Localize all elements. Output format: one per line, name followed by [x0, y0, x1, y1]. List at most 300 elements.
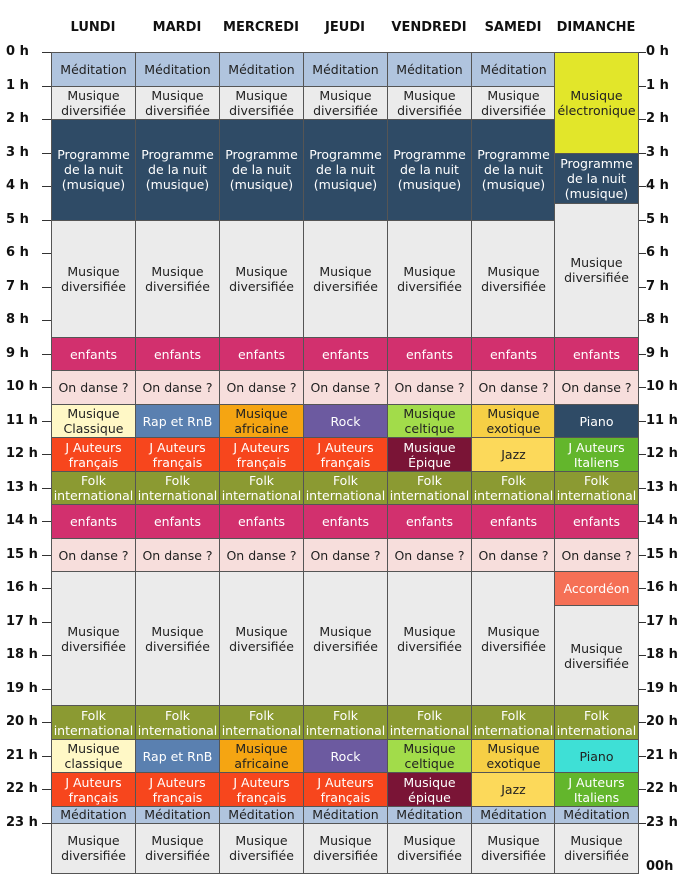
program-label: Folk international: [473, 473, 554, 503]
hour-tick-left: [42, 387, 51, 388]
program-label: enfants: [237, 514, 285, 529]
hour-label-right: 0 h: [646, 44, 669, 59]
program-label: On danse ?: [226, 547, 297, 563]
hour-tick-left: [42, 588, 51, 589]
day-header-vendredi: VENDREDI: [391, 20, 467, 35]
program-cell-folk[interactable]: [554, 705, 639, 740]
program-label: J Auteurs français: [317, 439, 374, 470]
program-cell-electronique[interactable]: [554, 52, 639, 154]
program-label: Folk international: [389, 473, 470, 503]
hour-label-right: 18 h: [646, 647, 678, 662]
hour-label-right: 7 h: [646, 278, 669, 294]
program-cell-diversifiee[interactable]: [303, 86, 388, 121]
program-cell-enfants[interactable]: [554, 504, 639, 539]
program-label: enfants: [572, 346, 620, 362]
program-label: Musique diversifiée: [481, 87, 546, 118]
program-label: On danse ?: [310, 380, 381, 395]
program-label: Programme de la nuit (musique): [309, 147, 382, 193]
program-cell-nuit[interactable]: [135, 119, 220, 221]
hour-tick-left: [42, 555, 51, 556]
hour-tick-left: [42, 488, 51, 489]
program-cell-auteurs[interactable]: [51, 772, 136, 807]
program-cell-exotique[interactable]: [471, 739, 556, 774]
program-cell-diversifiee[interactable]: [135, 220, 220, 338]
program-cell-piano_soir[interactable]: [554, 739, 639, 774]
hour-label-left: 8 h: [6, 312, 29, 327]
program-label: Rap et RnB: [142, 413, 213, 429]
program-cell-danse[interactable]: [387, 370, 472, 405]
program-label: J Auteurs français: [233, 774, 290, 805]
program-label: enfants: [405, 514, 453, 529]
program-label: Jazz: [501, 447, 526, 462]
program-cell-danse[interactable]: [554, 370, 639, 405]
hour-label-right: 2 h: [646, 111, 669, 126]
hour-label-right: 22 h: [646, 781, 678, 796]
program-label: Musique diversifiée: [397, 623, 462, 654]
program-label: enfants: [69, 346, 117, 362]
program-cell-diversifiee[interactable]: [219, 220, 304, 338]
hour-tick-left: [42, 421, 51, 422]
program-cell-diversifiee[interactable]: [303, 220, 388, 338]
program-cell-enfants[interactable]: [51, 504, 136, 539]
hour-label-left: 20 h: [6, 714, 38, 729]
program-cell-nuit[interactable]: [219, 119, 304, 221]
hour-tick-right: [638, 287, 646, 288]
hour-label-right: 23 h: [646, 814, 678, 830]
hour-tick-left: [42, 454, 51, 455]
program-label: Folk international: [221, 707, 302, 738]
hour-label-right: 20 h: [646, 714, 678, 729]
program-cell-auteurs[interactable]: [51, 437, 136, 472]
program-cell-diversifiee[interactable]: [471, 220, 556, 338]
hour-tick-right: [638, 253, 646, 254]
hour-label-left: 21 h: [6, 747, 38, 763]
day-header-samedi: SAMEDI: [484, 20, 542, 35]
program-label: Musique diversifiée: [481, 833, 546, 864]
hour-tick-right: [638, 689, 646, 690]
program-cell-folk[interactable]: [303, 471, 388, 506]
hour-label-left: 6 h: [6, 245, 29, 260]
hour-tick-right: [638, 488, 646, 489]
program-label: Musique africaine: [234, 406, 289, 436]
program-label: Méditation: [228, 807, 295, 823]
hour-label-left: 19 h: [6, 680, 38, 696]
program-label: On danse ?: [394, 380, 465, 395]
program-cell-enfants[interactable]: [471, 504, 556, 539]
program-label: Musique africaine: [234, 741, 289, 771]
hour-label-right: 3 h: [646, 144, 669, 160]
program-cell-piano[interactable]: [554, 404, 639, 439]
hour-tick-left: [42, 622, 51, 623]
program-cell-meditation[interactable]: [219, 52, 304, 87]
program-label: Méditation: [480, 61, 547, 77]
program-label: Musique épique: [403, 774, 456, 805]
program-cell-meditation[interactable]: [51, 52, 136, 87]
program-cell-diversifiee[interactable]: [51, 571, 136, 706]
program-label: Musique diversifiée: [313, 833, 378, 864]
program-cell-enfants[interactable]: [387, 337, 472, 372]
hour-label-left: 23 h: [6, 814, 38, 830]
day-header-mardi: MARDI: [152, 20, 202, 35]
program-cell-enfants[interactable]: [219, 337, 304, 372]
program-label: On danse ?: [310, 547, 381, 563]
program-cell-celtique[interactable]: [387, 404, 472, 439]
program-cell-diversifiee[interactable]: [554, 823, 639, 874]
program-label: Musique diversifiée: [313, 263, 378, 294]
program-label: Musique diversifiée: [61, 833, 126, 864]
program-cell-folk[interactable]: [387, 705, 472, 740]
program-cell-folk[interactable]: [219, 471, 304, 506]
hour-label-right: 21 h: [646, 747, 678, 763]
program-cell-enfants[interactable]: [303, 337, 388, 372]
hour-label-left: 17 h: [6, 613, 38, 629]
program-cell-meditation[interactable]: [51, 806, 136, 824]
program-cell-africaine[interactable]: [219, 404, 304, 439]
program-label: On danse ?: [478, 547, 549, 563]
program-cell-danse[interactable]: [303, 538, 388, 573]
program-cell-accordeon[interactable]: [554, 571, 639, 606]
program-label: Méditation: [563, 807, 630, 823]
program-cell-enfants[interactable]: [554, 337, 639, 372]
program-label: Folk international: [389, 707, 470, 738]
program-label: enfants: [489, 346, 537, 362]
program-cell-meditation[interactable]: [135, 806, 220, 824]
hour-label-left: 1 h: [6, 77, 29, 93]
program-cell-folk[interactable]: [387, 471, 472, 506]
hour-tick-right: [638, 789, 646, 790]
program-label: Rock: [330, 748, 361, 764]
program-cell-danse[interactable]: [471, 538, 556, 573]
program-label: Programme de la nuit (musique): [477, 147, 550, 193]
program-cell-diversifiee[interactable]: [554, 203, 639, 338]
program-label: J Auteurs français: [233, 439, 290, 470]
program-label: Accordéon: [563, 581, 630, 596]
program-cell-diversifiee[interactable]: [471, 571, 556, 706]
program-cell-danse[interactable]: [471, 370, 556, 405]
hour-label-left: 15 h: [6, 546, 38, 562]
program-cell-diversifiee[interactable]: [471, 823, 556, 874]
program-label: On danse ?: [142, 547, 213, 563]
program-label: Musique diversifiée: [397, 87, 462, 118]
program-label: Musique diversifiée: [564, 833, 629, 864]
program-label: Méditation: [60, 61, 127, 77]
hour-tick-left: [42, 789, 51, 790]
hour-tick-left: [42, 354, 51, 355]
program-cell-diversifiee[interactable]: [387, 220, 472, 338]
program-label: Méditation: [312, 61, 379, 77]
hour-label-right: 13 h: [646, 479, 678, 495]
program-label: Musique diversifiée: [564, 255, 629, 286]
program-label: enfants: [572, 514, 620, 529]
program-label: Programme de la nuit (musique): [393, 147, 466, 193]
program-cell-diversifiee[interactable]: [135, 86, 220, 121]
hour-label-right: 9 h: [646, 345, 669, 361]
hour-tick-right: [638, 454, 646, 455]
program-cell-folk[interactable]: [135, 705, 220, 740]
program-cell-danse[interactable]: [219, 538, 304, 573]
program-label: Folk international: [137, 707, 218, 738]
program-cell-diversifiee[interactable]: [51, 86, 136, 121]
program-label: J Auteurs français: [149, 439, 206, 470]
hour-tick-right: [638, 186, 646, 187]
hour-label-left: 4 h: [6, 178, 29, 193]
program-cell-nuit[interactable]: [51, 119, 136, 221]
program-cell-diversifiee[interactable]: [303, 823, 388, 874]
program-cell-meditation[interactable]: [303, 806, 388, 824]
program-cell-meditation[interactable]: [219, 806, 304, 824]
program-cell-meditation[interactable]: [387, 52, 472, 87]
program-cell-epique[interactable]: [387, 437, 472, 472]
program-cell-classique[interactable]: [51, 739, 136, 774]
program-label: Musique diversifiée: [229, 263, 294, 294]
program-label: Musique diversifiée: [61, 87, 126, 118]
program-label: Folk international: [221, 473, 302, 503]
program-cell-danse[interactable]: [135, 370, 220, 405]
program-label: Musique diversifiée: [229, 833, 294, 864]
program-cell-danse[interactable]: [554, 538, 639, 573]
program-label: Folk international: [53, 473, 134, 503]
program-cell-exotique[interactable]: [471, 404, 556, 439]
program-cell-meditation[interactable]: [471, 52, 556, 87]
hour-tick-right: [638, 387, 646, 388]
hour-label-left: 5 h: [6, 211, 29, 227]
program-cell-italiens[interactable]: [554, 772, 639, 807]
program-cell-auteurs[interactable]: [135, 772, 220, 807]
hour-label-left: 14 h: [6, 513, 38, 528]
day-header-mercredi: MERCREDI: [223, 20, 299, 35]
program-label: Musique diversifiée: [145, 833, 210, 864]
hour-label-left: 13 h: [6, 479, 38, 495]
program-cell-danse[interactable]: [51, 370, 136, 405]
program-label: Musique celtique: [403, 406, 456, 436]
hour-tick-left: [42, 153, 51, 154]
program-cell-diversifiee[interactable]: [135, 571, 220, 706]
program-cell-jazz[interactable]: [471, 772, 556, 807]
hour-label-right: 11 h: [646, 412, 678, 428]
hour-tick-right: [638, 119, 646, 120]
program-cell-meditation[interactable]: [135, 52, 220, 87]
program-label: On danse ?: [226, 380, 297, 395]
hour-tick-left: [42, 52, 51, 53]
program-cell-nuit[interactable]: [387, 119, 472, 221]
program-cell-auteurs[interactable]: [303, 772, 388, 807]
program-cell-africaine[interactable]: [219, 739, 304, 774]
program-label: Musique classique: [64, 741, 123, 771]
program-cell-nuit[interactable]: [554, 153, 639, 204]
hour-tick-right: [638, 555, 646, 556]
program-cell-meditation[interactable]: [387, 806, 472, 824]
program-cell-diversifiee[interactable]: [219, 823, 304, 874]
program-label: J Auteurs français: [317, 774, 374, 805]
hour-tick-left: [42, 119, 51, 120]
program-label: On danse ?: [58, 547, 129, 563]
hour-tick-left: [42, 86, 51, 87]
program-cell-danse[interactable]: [219, 370, 304, 405]
hour-tick-left: [42, 655, 51, 656]
program-label: enfants: [69, 514, 117, 529]
program-cell-folk[interactable]: [303, 705, 388, 740]
hour-label-left: 2 h: [6, 111, 29, 126]
program-label: Musique électronique: [557, 87, 636, 118]
program-cell-enfants[interactable]: [471, 337, 556, 372]
hour-tick-left: [42, 722, 51, 723]
program-label: On danse ?: [478, 380, 549, 395]
hour-label-left: 16 h: [6, 580, 38, 595]
program-cell-italiens[interactable]: [554, 437, 639, 472]
program-label: enfants: [321, 514, 369, 529]
hour-label-right: 16 h: [646, 580, 678, 595]
program-cell-danse[interactable]: [387, 538, 472, 573]
program-cell-diversifiee[interactable]: [219, 86, 304, 121]
program-label: enfants: [489, 514, 537, 529]
hour-label-left: 9 h: [6, 345, 29, 361]
hour-tick-right: [638, 320, 646, 321]
program-label: Musique exotique: [486, 741, 541, 771]
program-cell-enfants[interactable]: [135, 504, 220, 539]
day-header-lundi: LUNDI: [70, 20, 116, 35]
program-cell-danse[interactable]: [135, 538, 220, 573]
hour-label-left: 22 h: [6, 781, 38, 796]
program-label: Méditation: [144, 807, 211, 823]
day-header-dimanche: DIMANCHE: [556, 20, 636, 35]
program-label: enfants: [237, 346, 285, 362]
program-label: Méditation: [480, 807, 547, 823]
hour-label-left: 12 h: [6, 446, 38, 461]
program-cell-rnb[interactable]: [135, 739, 220, 774]
program-cell-diversifiee[interactable]: [51, 220, 136, 338]
program-cell-diversifiee[interactable]: [303, 571, 388, 706]
hour-label-right: 14 h: [646, 513, 678, 528]
program-cell-folk[interactable]: [471, 705, 556, 740]
hour-tick-right: [638, 153, 646, 154]
program-cell-auteurs[interactable]: [135, 437, 220, 472]
program-cell-epique[interactable]: [387, 772, 472, 807]
program-cell-diversifiee[interactable]: [471, 86, 556, 121]
program-label: Musique diversifiée: [313, 87, 378, 118]
program-label: Musique diversifiée: [145, 87, 210, 118]
hour-tick-right: [638, 588, 646, 589]
program-cell-folk[interactable]: [554, 471, 639, 506]
program-cell-enfants[interactable]: [303, 504, 388, 539]
program-label: On danse ?: [394, 547, 465, 563]
program-label: On danse ?: [58, 380, 129, 395]
program-cell-rock[interactable]: [303, 404, 388, 439]
program-cell-jazz[interactable]: [471, 437, 556, 472]
hour-tick-right: [638, 756, 646, 757]
hour-label-right: 17 h: [646, 613, 678, 629]
program-cell-danse[interactable]: [51, 538, 136, 573]
program-cell-diversifiee[interactable]: [387, 823, 472, 874]
program-cell-folk[interactable]: [135, 471, 220, 506]
hour-tick-left: [42, 220, 51, 221]
program-label: J Auteurs français: [149, 774, 206, 805]
program-cell-diversifiee[interactable]: [219, 571, 304, 706]
hour-label-right: 10 h: [646, 379, 678, 394]
program-label: Méditation: [312, 807, 379, 823]
program-cell-meditation[interactable]: [303, 52, 388, 87]
program-label: Méditation: [60, 807, 127, 823]
program-label: Musique diversifiée: [229, 623, 294, 654]
program-label: Piano: [579, 413, 614, 429]
program-cell-diversifiee[interactable]: [387, 571, 472, 706]
hour-label-right: 8 h: [646, 312, 669, 327]
program-label: Méditation: [396, 807, 463, 823]
hour-label-right: 15 h: [646, 546, 678, 562]
program-label: Méditation: [144, 61, 211, 77]
program-cell-danse[interactable]: [303, 370, 388, 405]
hour-label-left: 0 h: [6, 44, 29, 59]
program-label: Programme de la nuit (musique): [225, 147, 298, 193]
program-cell-meditation[interactable]: [554, 806, 639, 824]
program-label: enfants: [405, 346, 453, 362]
program-cell-nuit[interactable]: [471, 119, 556, 221]
hour-tick-left: [42, 521, 51, 522]
program-label: Musique Classique: [63, 406, 124, 436]
program-label: enfants: [153, 346, 201, 362]
program-label: On danse ?: [561, 380, 632, 395]
program-label: Musique diversifiée: [481, 623, 546, 654]
program-cell-folk[interactable]: [51, 705, 136, 740]
program-cell-auteurs[interactable]: [219, 772, 304, 807]
program-cell-folk[interactable]: [51, 471, 136, 506]
hour-tick-right: [638, 722, 646, 723]
hour-tick-right: [638, 220, 646, 221]
hour-label-right: 19 h: [646, 680, 678, 696]
program-label: Rap et RnB: [142, 748, 213, 764]
program-label: Folk international: [137, 473, 218, 503]
program-label: Musique exotique: [486, 406, 541, 436]
program-cell-meditation[interactable]: [471, 806, 556, 824]
program-label: Jazz: [501, 782, 526, 797]
hour-tick-right: [638, 622, 646, 623]
program-label: Piano: [579, 748, 614, 764]
program-label: enfants: [153, 514, 201, 529]
program-label: Folk international: [473, 707, 554, 738]
program-cell-enfants[interactable]: [219, 504, 304, 539]
program-label: Musique celtique: [403, 741, 456, 771]
program-cell-nuit[interactable]: [303, 119, 388, 221]
program-cell-diversifiee[interactable]: [387, 86, 472, 121]
program-cell-diversifiee[interactable]: [135, 823, 220, 874]
program-cell-enfants[interactable]: [387, 504, 472, 539]
hour-label-right: 5 h: [646, 211, 669, 227]
program-cell-auteurs[interactable]: [219, 437, 304, 472]
program-label: Méditation: [228, 61, 295, 77]
hour-label-left: 3 h: [6, 144, 29, 160]
program-label: Musique diversifiée: [61, 623, 126, 654]
program-cell-folk[interactable]: [471, 471, 556, 506]
hour-label-right: 1 h: [646, 77, 669, 93]
hour-tick-right: [638, 52, 646, 53]
program-cell-enfants[interactable]: [51, 337, 136, 372]
program-cell-diversifiee[interactable]: [51, 823, 136, 874]
program-cell-classique[interactable]: [51, 404, 136, 439]
program-cell-rnb[interactable]: [135, 404, 220, 439]
program-cell-auteurs[interactable]: [303, 437, 388, 472]
program-cell-rock[interactable]: [303, 739, 388, 774]
hour-tick-right: [638, 354, 646, 355]
day-header-jeudi: JEUDI: [325, 20, 365, 35]
program-label: On danse ?: [142, 380, 213, 395]
program-label: Musique diversifiée: [313, 623, 378, 654]
hour-tick-left: [42, 320, 51, 321]
program-cell-diversifiee[interactable]: [554, 605, 639, 707]
program-cell-enfants[interactable]: [135, 337, 220, 372]
program-cell-celtique[interactable]: [387, 739, 472, 774]
program-label: Musique Épique: [403, 439, 456, 470]
program-cell-folk[interactable]: [219, 705, 304, 740]
program-label: J Auteurs français: [65, 774, 122, 805]
